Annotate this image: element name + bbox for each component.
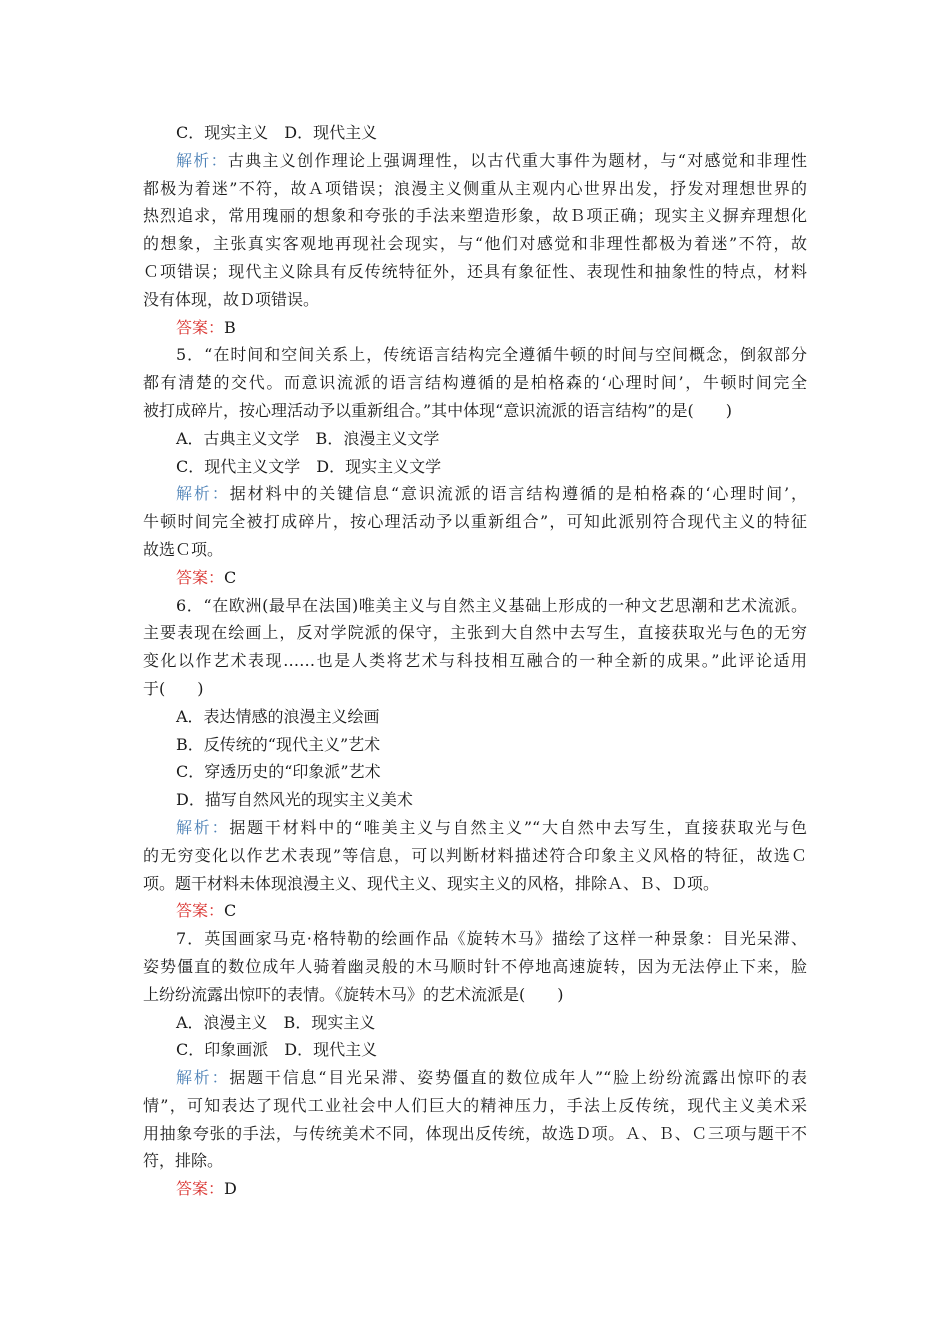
q5-analysis-line: 故选Ｃ项。 (143, 539, 224, 559)
q6-analysis-line: 项。题干材料未体现浪漫主义、现代主义、现实主义的风格，排除Ａ、Ｂ、Ｄ项。 (143, 873, 720, 893)
q6-answer (143, 897, 807, 925)
q6-answer-label: 答案： (176, 901, 225, 921)
q5-option-line: A．古典主义文学 B．浪漫主义文学 (176, 428, 440, 448)
q6-analysis-label: 解析： (176, 817, 230, 837)
q6-option-line: B．反传统的“现代主义”艺术 (176, 734, 381, 754)
q6-option-line: A．表达情感的浪漫主义绘画 (176, 706, 380, 726)
q5-analysis-label: 解析： (176, 484, 230, 504)
q4-analysis-line: 热烈追求，常用瑰丽的想象和夸张的手法来塑造形象，故Ｂ项正确；现实主义摒弃理想化 (143, 206, 807, 226)
q5-stem-line: 都有清楚的交代。而意识流派的语言结构遵循的是柏格森的‘心理时间’，牛顿时间完全 (143, 373, 807, 393)
q6-analysis-line: 的无穷变化以作艺术表现”等信息，可以判断材料描述符合印象主义风格的特征，故选Ｃ (143, 845, 807, 865)
q7-analysis-label: 解析： (176, 1068, 230, 1088)
q5-stem-line: 被打成碎片，按心理活动予以重新组合。”其中体现“意识流派的语言结构”的是( ) (143, 400, 733, 420)
q7-stem-line: 7．英国画家马克·格特勒的绘画作品《旋转木马》描绘了这样一种景象：目光呆滞、 (176, 929, 807, 949)
q4-analysis-line: 没有体现，故Ｄ项错误。 (143, 289, 320, 309)
q4-option-line: C．现实主义 D．现代主义 (176, 123, 378, 142)
q7-analysis-line: 用抽象夸张的手法，与传统美术不同，体现出反传统，故选Ｄ项。Ａ、Ｂ、Ｃ三项与题干不 (143, 1123, 807, 1143)
q6-stem-line: 主要表现在绘画上，反对学院派的保守，主张到大自然中去写生，直接获取光与色的无穷 (143, 623, 807, 643)
q6-answer-value: C (224, 901, 237, 921)
document-content (143, 119, 807, 1203)
q7-analysis-line: 解析：据题干信息“目光呆滞、姿势僵直的数位成年人”“脸上纷纷流露出惊吓的表 (176, 1068, 807, 1088)
q6-analysis-line: 解析：据题干材料中的“唯美主义与自然主义”“大自然中去写生，直接获取光与色 (176, 817, 807, 837)
q7-answer (143, 1175, 807, 1203)
q7-answer-value: D (224, 1179, 237, 1199)
q6-stem-line: 于( ) (143, 678, 204, 698)
q7-option-line: A．浪漫主义 B．现实主义 (176, 1012, 376, 1032)
q7-answer-label: 答案： (176, 1179, 225, 1199)
q4-analysis-line: 的想象，主张真实客观地再现社会现实，与“他们对感觉和非理性都极为着迷”不符，故 (143, 234, 807, 254)
q6-option-line: D．描写自然风光的现实主义美术 (176, 790, 413, 810)
q5-option-line: C．现代主义文学 D．现实主义文学 (176, 456, 442, 476)
q5-analysis-line: 牛顿时间完全被打成碎片，按心理活动予以重新组合”，可知此派别符合现代主义的特征 (143, 512, 807, 532)
q4-answer-value: B (224, 317, 236, 337)
q7-stem-line: 上纷纷流露出惊吓的表情。《旋转木马》的艺术流派是( ) (143, 984, 564, 1004)
q5-answer-label: 答案： (176, 567, 225, 587)
q7-analysis-line: 符，排除。 (143, 1151, 224, 1171)
q7-stem-line: 姿势僵直的数位成年人骑着幽灵般的木马顺时针不停地高速旋转，因为无法停止下来，脸 (143, 956, 807, 976)
q7-option-line: C．印象画派 D．现代主义 (176, 1040, 378, 1060)
q5-stem-line: 5．“在时间和空间关系上，传统语言结构完全遵循牛顿的时间与空间概念，倒叙部分 (176, 345, 807, 365)
q4-answer-label: 答案： (176, 317, 225, 337)
q6-stem-line: 变化以作艺术表现……也是人类将艺术与科技相互融合的一种全新的成果。”此评论适用 (143, 651, 807, 671)
q7-analysis-line: 情”，可知表达了现代工业社会中人们巨大的精神压力，手法上反传统，现代主义美术采 (143, 1095, 807, 1115)
q4-analysis-line: Ｃ项错误；现代主义除具有反传统特征外，还具有象征性、表现性和抽象性的特点，材料 (143, 261, 807, 281)
q6-stem-line: 6．“在欧洲(最早在法国)唯美主义与自然主义基础上形成的一种文艺思潮和艺术流派。 (176, 595, 807, 615)
q4-analysis-line: 都极为着迷”不符，故Ａ项错误；浪漫主义侧重从主观内心世界出发，抒发对理想世界的 (143, 178, 807, 198)
q5-analysis-line: 解析：据材料中的关键信息“意识流派的语言结构遵循的是柏格森的‘心理时间’， (176, 484, 807, 504)
q4-answer (143, 314, 807, 342)
q4-analysis-label: 解析： (176, 150, 228, 170)
q5-answer-value: C (224, 567, 237, 587)
q6-option-line: C．穿透历史的“印象派”艺术 (176, 762, 381, 782)
q4-analysis-line: 解析：古典主义创作理论上强调理性，以古代重大事件为题材，与“对感觉和非理性 (176, 150, 807, 170)
q5-answer (143, 564, 807, 592)
